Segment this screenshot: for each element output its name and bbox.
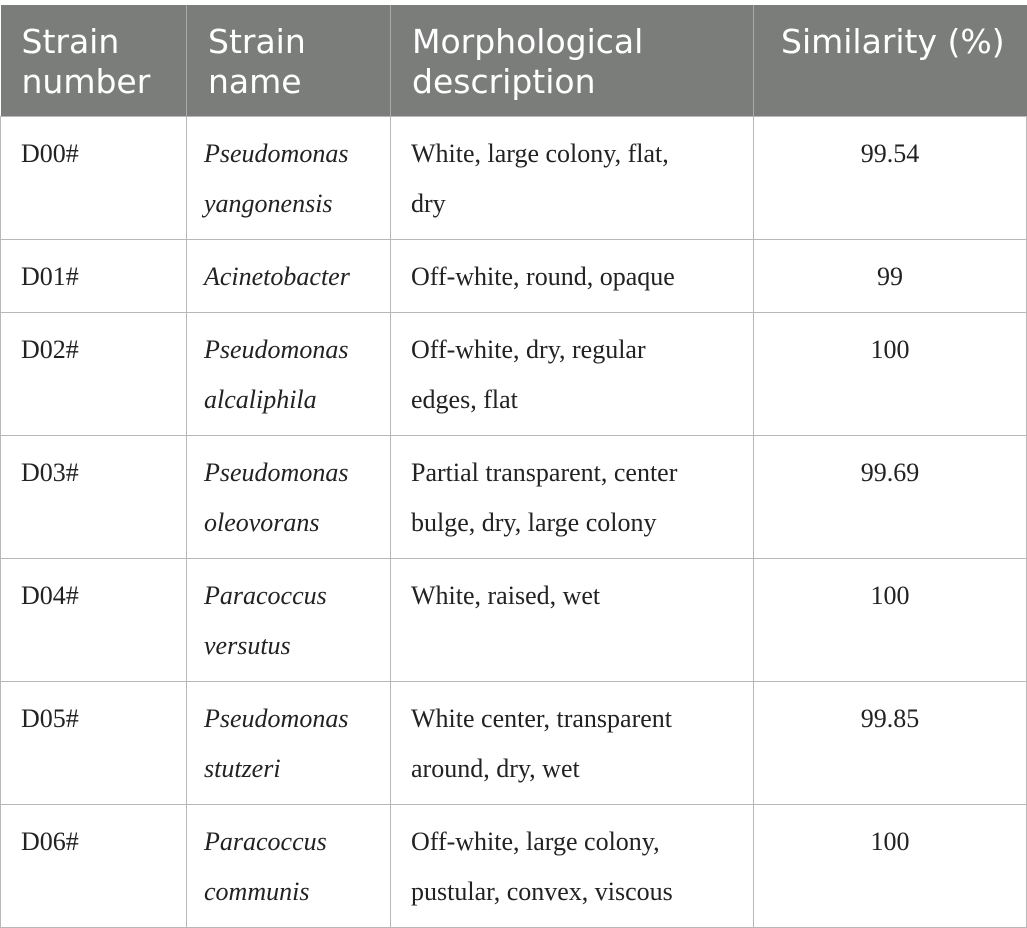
cell-line: Pseudomonas bbox=[204, 335, 349, 364]
table-row bbox=[1, 682, 1027, 805]
cell-line: Paracoccus bbox=[204, 827, 327, 856]
strain-name-cell bbox=[187, 117, 391, 240]
header-strain-number bbox=[1, 5, 187, 117]
cell-line: Paracoccus bbox=[204, 581, 327, 610]
similarity-cell: 99 bbox=[754, 240, 1027, 313]
strain-number-cell: D04# bbox=[1, 559, 187, 682]
cell-line: White center, transparent bbox=[411, 704, 672, 733]
strain-number-cell: D06# bbox=[1, 805, 187, 928]
similarity-cell: 99.54 bbox=[754, 117, 1027, 240]
header-strain-name bbox=[187, 5, 391, 117]
similarity-cell: 99.69 bbox=[754, 436, 1027, 559]
cell-line: Pseudomonas bbox=[204, 704, 349, 733]
cell-line: Pseudomonas bbox=[204, 139, 349, 168]
cell-line: around, dry, wet bbox=[411, 754, 580, 783]
strain-name-cell bbox=[187, 559, 391, 682]
cell-line: pustular, convex, viscous bbox=[411, 877, 673, 906]
cell-line: alcaliphila bbox=[204, 385, 317, 414]
strain-number-cell: D03# bbox=[1, 436, 187, 559]
header-row bbox=[1, 5, 1027, 117]
header-line: Strain bbox=[208, 22, 306, 61]
cell-line: edges, flat bbox=[411, 385, 518, 414]
description-cell bbox=[391, 240, 754, 313]
strain-number-cell: D01# bbox=[1, 240, 187, 313]
cell-line: Off-white, large colony, bbox=[411, 827, 660, 856]
similarity-cell: 99.85 bbox=[754, 682, 1027, 805]
cell-line: yangonensis bbox=[204, 189, 333, 218]
similarity-cell: 100 bbox=[754, 559, 1027, 682]
strain-name-cell bbox=[187, 240, 391, 313]
description-cell bbox=[391, 805, 754, 928]
description-cell bbox=[391, 313, 754, 436]
strain-table bbox=[0, 5, 1027, 928]
description-cell bbox=[391, 117, 754, 240]
strain-number-cell: D05# bbox=[1, 682, 187, 805]
similarity-cell: 100 bbox=[754, 805, 1027, 928]
strain-number-cell: D00# bbox=[1, 117, 187, 240]
cell-line: dry bbox=[411, 189, 446, 218]
header-morphological-description bbox=[391, 5, 754, 117]
table-body bbox=[1, 117, 1027, 928]
cell-line: communis bbox=[204, 877, 310, 906]
cell-line: Pseudomonas bbox=[204, 458, 349, 487]
strain-name-cell bbox=[187, 313, 391, 436]
header-line: Similarity (%) bbox=[781, 22, 1005, 61]
header-line: number bbox=[21, 62, 151, 101]
table-row bbox=[1, 436, 1027, 559]
description-cell bbox=[391, 559, 754, 682]
cell-line: oleovorans bbox=[204, 508, 320, 537]
table-row bbox=[1, 313, 1027, 436]
cell-line: White, large colony, flat, bbox=[411, 139, 669, 168]
strain-name-cell bbox=[187, 436, 391, 559]
cell-line: versutus bbox=[204, 631, 291, 660]
cell-line: Off-white, dry, regular bbox=[411, 335, 646, 364]
header-line: Strain bbox=[21, 22, 120, 61]
cell-line: Partial transparent, center bbox=[411, 458, 678, 487]
description-cell bbox=[391, 682, 754, 805]
cell-line: bulge, dry, large colony bbox=[411, 508, 657, 537]
table-row bbox=[1, 240, 1027, 313]
strain-name-cell bbox=[187, 682, 391, 805]
table-header bbox=[1, 5, 1027, 117]
cell-line: Off-white, round, opaque bbox=[411, 262, 675, 291]
cell-line: Acinetobacter bbox=[204, 262, 350, 291]
table-row bbox=[1, 559, 1027, 682]
header-line: Morphological bbox=[412, 22, 644, 61]
strain-name-cell bbox=[187, 805, 391, 928]
header-similarity bbox=[754, 5, 1027, 117]
header-line: description bbox=[412, 62, 596, 101]
cell-line: stutzeri bbox=[204, 754, 281, 783]
header-line: name bbox=[208, 62, 302, 101]
similarity-cell: 100 bbox=[754, 313, 1027, 436]
table-row bbox=[1, 117, 1027, 240]
cell-line: White, raised, wet bbox=[411, 581, 601, 610]
table-row bbox=[1, 805, 1027, 928]
description-cell bbox=[391, 436, 754, 559]
strain-number-cell: D02# bbox=[1, 313, 187, 436]
